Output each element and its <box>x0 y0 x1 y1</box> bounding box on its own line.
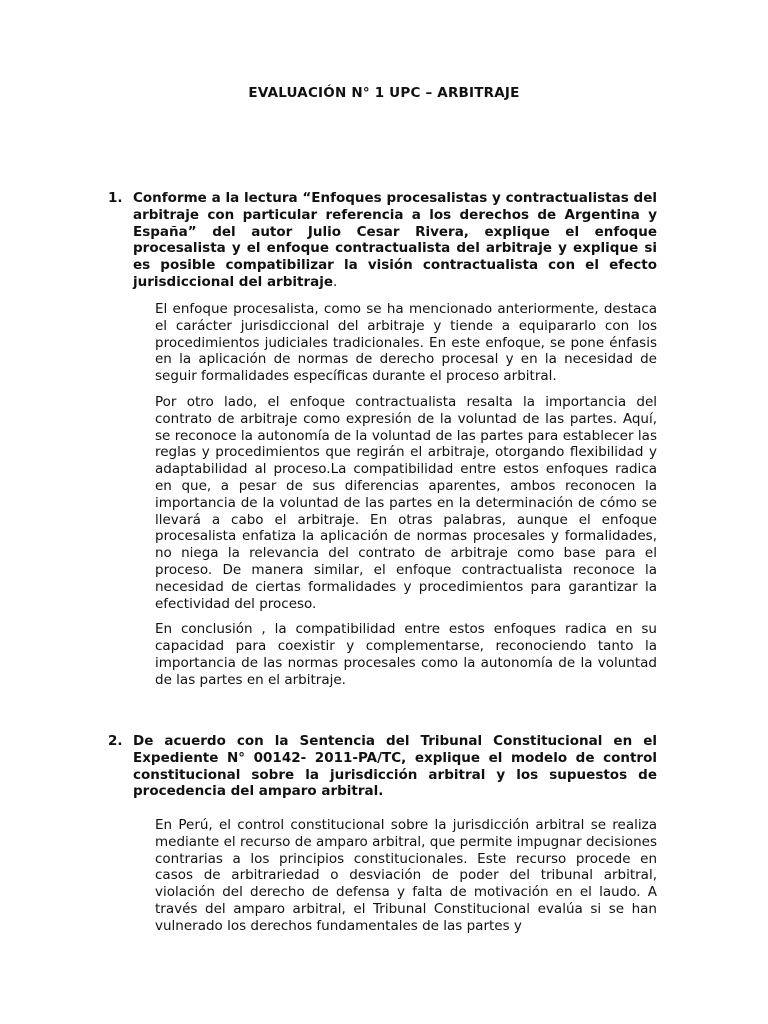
question-number: 1. <box>108 190 123 206</box>
answer-1 <box>155 301 657 698</box>
answer-paragraph: El enfoque procesalista, como se ha mencionado anteriormente, destaca el carácter jurisdiccional del arbitraje y tiende a equipararlo con los procedimientos judiciales tradicionales. En este enfoque, se pone énfasis en la aplicación de normas de derecho procesal y en la necesidad de seguir formalidades específicas durante el proceso arbitral. <box>155 301 657 385</box>
answer-paragraph: En conclusión , la compatibilidad entre estos enfoques radica en su capacidad para coexistir y complementarse, reconociendo tanto la importancia de las normas procesales como la autonomía de la voluntad de las partes en el arbitraje. <box>155 621 657 688</box>
question-text-bold: Conforme a la lectura “Enfoques procesalistas y contractualistas del arbitraje con particular referencia a los derechos de Argentina y España” del autor Julio Cesar Rivera, explique el enfoque procesalista y el enfoque contractualista del arbitraje y explique si es posible compatibilizar la visión contractualista con el efecto jurisdiccional del arbitraje <box>133 190 657 290</box>
answer-paragraph: En Perú, el control constitucional sobre la jurisdicción arbitral se realiza mediante el recurso de amparo arbitral, que permite impugnar decisiones contrarias a los principios constitucionales. Este recurso procede en casos de arbitrariedad o desviación de poder del tribunal arbitral, violación del derecho de defensa y falta de motivación en el laudo. A través del amparo arbitral, el Tribunal Constitucional evalúa si se han vulnerado los derechos fundamentales de las partes y <box>155 817 657 934</box>
answer-paragraph: Por otro lado, el enfoque contractualista resalta la importancia del contrato de arbitraje como expresión de la voluntad de las partes. Aquí, se reconoce la autonomía de la voluntad de las partes para establecer las reglas y procedimientos que regirán el arbitraje, otorgando flexibilidad y adaptabilidad al proceso.La compatibilidad entre estos enfoques radica en que, a pesar de sus diferencias aparentes, ambos reconocen la importancia de la voluntad de las partes en la determinación de cómo se llevará a cabo el arbitraje. En otras palabras, aunque el enfoque procesalista enfatiza la aplicación de normas procesales y formalidades, no niega la relevancia del contrato de arbitraje como base para el proceso. De manera similar, el enfoque contractualista reconoce la necesidad de ciertas formalidades y procedimientos para garantizar la efectividad del proceso. <box>155 393 657 612</box>
answer-2 <box>155 817 657 944</box>
question-text: De acuerdo con la Sentencia del Tribunal Constitucional en el Expediente N° 00142- 2011-PA/TC, explique el modelo de control constitucional sobre la jurisdicción arbitral y los supuestos de procedencia del amparo arbitral. <box>133 733 657 800</box>
document-title: EVALUACIÓN N° 1 UPC – ARBITRAJE <box>248 85 520 101</box>
question-text-tail: . <box>333 273 338 290</box>
question-1 <box>108 190 657 291</box>
question-number: 2. <box>108 733 123 749</box>
question-2 <box>108 733 657 800</box>
question-text <box>133 190 657 291</box>
